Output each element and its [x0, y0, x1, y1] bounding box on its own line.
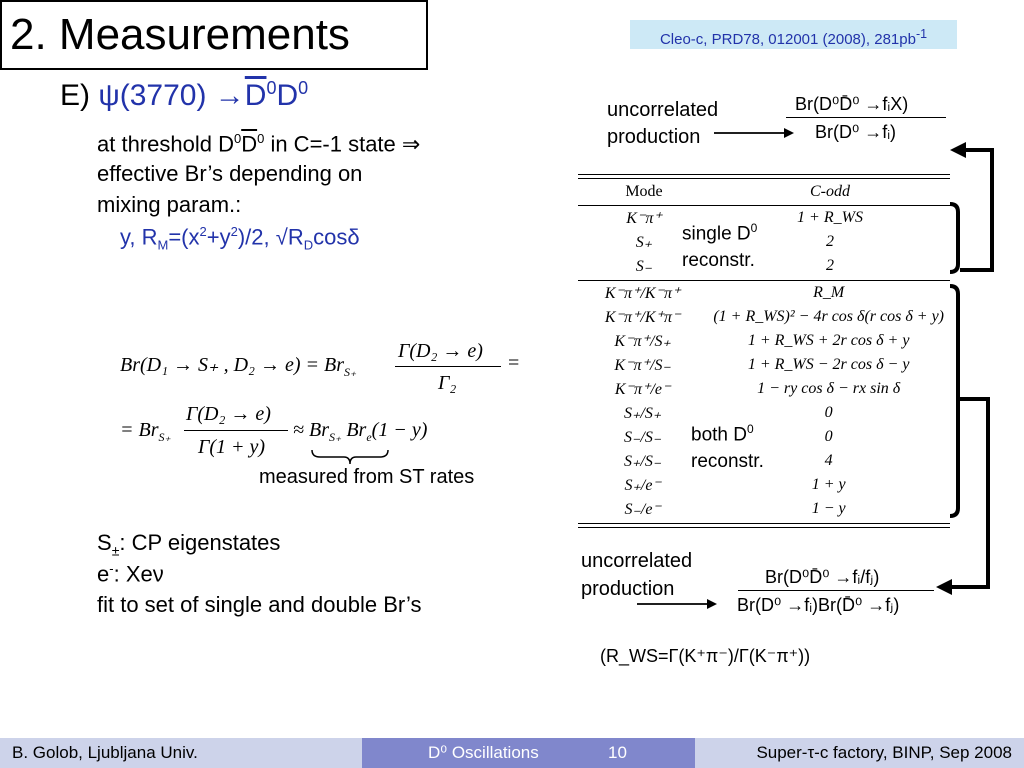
arrow-right-icon-2 [637, 597, 719, 611]
mode-cell: S₊/e⁻ [624, 477, 661, 494]
table-row [578, 281, 950, 305]
double-sup: 0 [746, 422, 754, 436]
mode-cell: K⁻π⁺/K⁺π⁻ [604, 309, 681, 326]
subtitle-mass: (3770) [119, 79, 207, 112]
notes-line2 [97, 561, 164, 587]
double-l1: both D [691, 424, 747, 446]
params-a: y, R [120, 224, 158, 250]
mode-cell: K⁻π⁺/K⁻π⁺ [604, 285, 681, 302]
intro-line1-sup1: 0 [233, 131, 242, 146]
fraction-bar-top [786, 117, 946, 118]
notes-line2-b: : Xe [113, 561, 153, 587]
single-sup: 0 [750, 221, 758, 235]
rws-definition: (R_WS=Γ(K⁺π⁻)/Γ(K⁻π⁺)) [600, 646, 811, 666]
eq2-sub2: e [366, 430, 372, 444]
codd-cell: 1 − y [811, 500, 846, 517]
table-row [578, 206, 950, 230]
notes-line3: fit to set of single and double Br’s [97, 592, 422, 617]
notes-s: S [97, 530, 112, 555]
slide-title: 2. Measurements [10, 10, 350, 59]
modes-table [578, 174, 950, 528]
header-codd: C-odd [810, 183, 850, 200]
table-row [578, 449, 950, 473]
subtitle-sup2: 0 [298, 78, 309, 98]
codd-cell: 1 + R_WS [797, 209, 863, 226]
table-row [578, 473, 950, 497]
reference-sup: -1 [915, 27, 928, 41]
equation-row1-den: Γ₂ [438, 372, 457, 394]
formula-bottom-den: Br(D⁰ →fᵢ)Br(D̄⁰ →fⱼ) [737, 595, 900, 615]
single-l1: single D [682, 223, 751, 245]
uncorrelated-top-l2: production [607, 126, 701, 148]
formula-top-den: Br(D⁰ →fᵢ) [815, 122, 897, 142]
codd-cell: 2 [826, 233, 834, 250]
subtitle-label: E) [60, 79, 90, 112]
table-row [578, 377, 950, 401]
params-b: =(x [168, 224, 200, 250]
equation-row1-lhs [120, 352, 356, 380]
formula-bottom-num: Br(D⁰D̄⁰ →fᵢ/fⱼ) [765, 567, 880, 587]
arrow-symbol: → [214, 79, 245, 112]
table-header [578, 179, 950, 205]
underbrace-icon [310, 448, 390, 466]
page-number: 10 [608, 743, 627, 762]
equation-row2-rhs [293, 419, 427, 445]
footer-right [695, 738, 1024, 768]
fraction-bar-1 [395, 366, 501, 367]
eq1-lhs-sub: S₊ [344, 365, 357, 379]
params-sub-d: D [303, 237, 314, 253]
bracket-single-icon [948, 200, 966, 276]
mode-cell: S₊ [635, 234, 653, 251]
mode-cell: K⁻π⁺ [626, 210, 662, 227]
footer-event: Super-τ-c factory, BINP, Sep 2008 [756, 743, 1012, 762]
mode-cell: K⁻π⁺/S₋ [614, 357, 671, 374]
mode-cell: K⁻π⁺/e⁻ [614, 381, 671, 398]
params-c: +y [206, 224, 231, 250]
uncorrelated-bottom [581, 547, 692, 603]
mode-cell: S₋ [635, 258, 653, 275]
params-sup1: 2 [199, 224, 207, 239]
intro-line1-a: at threshold D [97, 131, 234, 157]
formula-top-num: Br(D⁰D̄⁰ →fᵢX) [795, 94, 909, 114]
equation-row1-eq: = [508, 352, 520, 374]
brace-label: measured from ST rates [259, 466, 475, 488]
equation-row1-num: Γ(D₂ → e) [398, 340, 483, 362]
table-row [578, 305, 950, 329]
down-arrow-icon [930, 395, 1000, 605]
fraction-bar-2 [184, 430, 288, 431]
params-e: cos [313, 224, 348, 250]
eq2-br: Br [346, 419, 367, 441]
codd-cell: 4 [824, 452, 833, 469]
table-row [578, 353, 950, 377]
eq2-lhs: = Br [120, 419, 159, 441]
intro-line1-dbar: $\overline{D}$ [241, 131, 258, 157]
mode-cell: S₊/S₊ [623, 405, 662, 422]
fraction-bar-bottom [738, 590, 934, 591]
eq1-lhs: Br(D₁ → S₊ , D₂ → e) = Br [120, 354, 345, 376]
codd-cell: 1 + R_WS − 2r cos δ − y [747, 356, 910, 373]
uncorrelated-bottom-l1: uncorrelated [581, 550, 693, 572]
notes-nu: ν [152, 561, 164, 587]
params-sup2: 2 [230, 224, 238, 239]
codd-cell: (1 + R_WS)² − 4r cos δ(r cos δ + y) [713, 308, 944, 325]
equation-row2-lhs [120, 419, 171, 445]
table-row [578, 401, 950, 425]
reference-badge [630, 20, 957, 49]
equation-row2-num: Γ(D₂ → e) [186, 403, 271, 425]
psi-symbol: ψ [98, 79, 120, 112]
table-single-rows [578, 206, 950, 278]
arrow-right-icon [714, 126, 796, 140]
params-d: )/2, √R [237, 224, 304, 250]
subtitle-dbar: $\overline{D}$ [244, 79, 267, 112]
single-reconstr-label [682, 215, 757, 274]
eq2-sub1: S₊ [328, 430, 342, 444]
codd-cell: 2 [826, 257, 834, 274]
footer-left [0, 738, 362, 768]
section-subtitle [60, 78, 308, 113]
notes-e: e [97, 561, 110, 587]
notes-e-sup: - [109, 561, 114, 576]
mode-cell: S₋/S₋ [623, 429, 662, 446]
params-delta: δ [347, 224, 360, 250]
intro-line2: effective Br’s depending on [97, 161, 363, 186]
intro-line1-b: in C=-1 state ⇒ [264, 131, 421, 157]
table-row [578, 230, 950, 254]
notes-line1 [97, 530, 280, 558]
table-row [578, 329, 950, 353]
mode-cell: K⁻π⁺/S₊ [614, 333, 671, 350]
subtitle-sup1: 0 [266, 78, 277, 98]
footer-topic: D⁰ Oscillations [428, 743, 539, 762]
equation-row2-den: Γ(1 + y) [198, 436, 266, 458]
mode-cell: S₋/e⁻ [624, 501, 661, 518]
params-sub-m: M [157, 237, 169, 253]
codd-cell: 1 + y [811, 476, 846, 493]
mode-cell: S₊/S₋ [623, 453, 662, 470]
codd-cell: R_M [813, 284, 845, 301]
both-reconstr-label [691, 416, 764, 475]
intro-line1 [97, 131, 420, 157]
table-row [578, 254, 950, 278]
notes-pm: ± [111, 542, 120, 559]
uncorrelated-bottom-l2: production [581, 578, 675, 600]
codd-cell: 0 [824, 428, 833, 445]
eq2-tail: (1 − y) [371, 419, 428, 441]
intro-line1-sup2: 0 [257, 131, 265, 146]
double-l2: reconstr. [691, 451, 764, 473]
codd-cell: 1 − ry cos δ − rx sin δ [757, 380, 901, 397]
table-double-rows [578, 281, 950, 521]
eq2-approx: ≈ Br [293, 419, 329, 441]
notes-line1-b: : CP eigenstates [119, 530, 281, 555]
footer-author: B. Golob, Ljubljana Univ. [12, 743, 198, 762]
table-row [578, 425, 950, 449]
single-l2: reconstr. [682, 250, 755, 272]
codd-cell: 0 [824, 404, 833, 421]
codd-cell: 1 + R_WS + 2r cos δ + y [747, 332, 910, 349]
eq2-lhs-sub: S₊ [158, 430, 171, 444]
subtitle-d: D [276, 79, 299, 112]
reference-text: Cleo-c, PRD78, 012001 (2008), 281pb [659, 31, 916, 48]
table-bottom-rule [578, 523, 950, 528]
footer-middle [362, 738, 695, 768]
mixing-params [120, 224, 360, 253]
intro-line3: mixing param.: [97, 192, 242, 217]
table-row [578, 497, 950, 521]
uncorrelated-top [607, 97, 718, 151]
header-mode: Mode [625, 183, 663, 200]
uncorrelated-top-l1: uncorrelated [607, 99, 719, 121]
